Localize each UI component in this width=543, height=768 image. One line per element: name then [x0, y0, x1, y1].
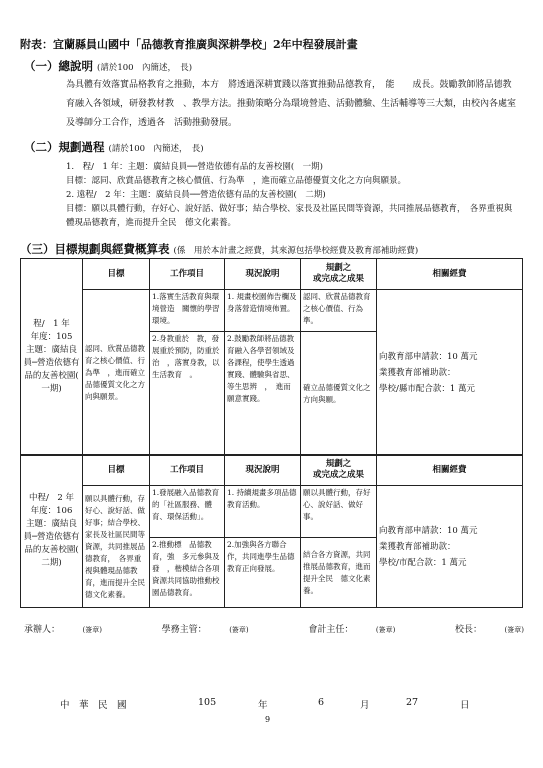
- signature-stamp: (簽章): [375, 626, 396, 634]
- signature-label: 承辦人：: [24, 625, 56, 635]
- section2-heading: [24, 139, 204, 155]
- status-cell: 1. 持續規畫多項品德教育活動。: [225, 486, 301, 538]
- header-status: 現況說明: [225, 259, 301, 290]
- funding-line: 學校/縣市配合款：1 萬元: [379, 383, 475, 394]
- status-cell: 2.鼓勵教師將品德教育融入各學習領域及各課程，使學生透過實踐、體驗與省思、 等生思辨 ， 進而願意實踐。: [225, 332, 301, 456]
- section1-heading-text: （一）總說明: [24, 59, 93, 73]
- section3-heading: [20, 241, 418, 257]
- status-cell: 1. 規畫校園佈告欄及身落營造情境佈置。: [225, 290, 301, 332]
- result-cell: 認同、欣賞品德教育之核心價值、行為準。: [301, 290, 377, 332]
- section2-item: 目標：認同、欣賞品德教育之核心價值、行為準 ，進而確立品德優質文化之方向與願景。: [66, 176, 407, 186]
- signature-item: [162, 622, 249, 635]
- section3-note: (係 用於本計畫之經費，其來源包括學校經費及教育部補助經費): [173, 246, 419, 256]
- section2-item: 2. 遠程/ 2 年：主題：廣結良員──營造依德有品的友善校園( 二期): [66, 190, 326, 200]
- header-result: 規劃之 或完成之成果: [301, 455, 377, 486]
- stage-cell: 中程/ 2 年 年度：106 主題：廣結良員─營造依德有品的友善校園( 二期): [21, 455, 83, 608]
- header-work: 工作項目: [150, 455, 225, 486]
- date-month: 6: [318, 697, 325, 708]
- date-month-unit: 月: [360, 700, 370, 711]
- section2-heading-text: （二）規劃過程: [24, 140, 105, 154]
- section2-item: 目標：願以具體行動，存好心、說好話、做好事；結合學校、家長及社區民間等資源，共同推展品德教育， 各界重視與體現品德教育，進而提升全民 德文化素養。: [66, 204, 513, 228]
- plan-table-short-term: [20, 258, 523, 456]
- signature-item: [24, 622, 102, 635]
- date-year: 105: [198, 697, 217, 708]
- date-year-unit: 年: [258, 700, 268, 711]
- signature-label: 會計主任：: [308, 625, 349, 635]
- goal-cell: 認同、欣賞品德教育之核心價值、行為準 ，進而確立品德優質文化之方向與願景。: [83, 290, 150, 456]
- funding-line: 業獲教育部補助款：: [379, 367, 456, 378]
- signature-stamp: (簽章): [504, 626, 524, 634]
- section2-note: (請於100 內簡述， 長): [108, 144, 204, 154]
- header-work: 工作項目: [150, 259, 225, 290]
- signature-label: 學務主管：: [161, 625, 203, 635]
- result-cell: 願以具體行動，存好心、說好話、做好事。: [301, 486, 377, 538]
- plan-table-mid-term: [20, 454, 523, 608]
- section2-items: [66, 160, 518, 230]
- header-result: 規劃之 或完成之成果: [301, 259, 377, 290]
- funding-line: 向教育部申請款：10 萬元: [379, 525, 478, 536]
- date-era: 中 華 民 國: [60, 700, 127, 711]
- funding-line: 業獲教育部補助款：: [379, 541, 456, 552]
- section1-note: (請於100 內簡述， 長): [97, 63, 193, 73]
- header-goal: 目標: [83, 455, 150, 486]
- header-status: 現況說明: [225, 455, 301, 486]
- date-day: 27: [406, 697, 419, 708]
- stage-cell: 程/ 1 年 年度：105 主題：廣結良員─營造依德有品的友善校園( 一期): [21, 259, 83, 456]
- header-funding: 相關經費: [377, 259, 523, 290]
- signature-row: [24, 622, 524, 635]
- funding-line: 向教育部申請款：10 萬元: [379, 351, 478, 362]
- section1-heading: [24, 58, 192, 74]
- result-cell: 確立品德優質文化之方向與願。: [301, 332, 377, 456]
- signature-item: [308, 622, 395, 635]
- signature-item: [455, 622, 524, 635]
- document-title: 附表：宜蘭縣員山國中「品德教育推廣與深耕學校」2年中程發展計畫: [20, 38, 358, 51]
- funding-line: 學校/市配合款：1 萬元: [379, 557, 467, 568]
- result-cell: 結合各方資源，共同推展品德教育，進而提升全民 德文化素養。: [301, 538, 377, 608]
- goal-cell: 願以具體行動，存好心、說好話、做好事；結合學校、家長及社區民間等資源，共同推展品德教育， 各界重視與體現品德教育，進而提升全民 德文化素養。: [83, 486, 150, 608]
- work-item-cell: 1.發展融入品德教育的「社區服務、體育、環保活動」。: [150, 486, 225, 538]
- work-item-cell: 2.身教重於 教，發展重於預防，防重於治 ，落實身教，以生活教育 。: [150, 332, 225, 456]
- signature-label: 校長：: [454, 625, 478, 635]
- signature-stamp: (簽章): [229, 626, 249, 634]
- section2-item: 1. 程/ 1 年：主題：廣結良員──營造依德有品的友善校園( 一期): [66, 162, 323, 172]
- work-item-cell: 1.落實生活教育與環境營造 關懷的學習環境。: [150, 290, 225, 332]
- header-goal: 目標: [83, 259, 150, 290]
- signature-stamp: (簽章): [82, 626, 102, 634]
- header-funding: 相關經費: [377, 455, 523, 486]
- status-cell: 2.加強與各方聯合作，共同進學生品德教育正向發展。: [225, 538, 301, 608]
- funding-cell: [377, 290, 523, 456]
- page-number: 9: [265, 715, 271, 724]
- section3-heading-text: （三）目標規劃與經費概算表: [20, 242, 170, 256]
- work-item-cell: 2.推動標 品德教育，強 多元參與及發 ，楷模結合各項資源共同協助推動校園品德教育。: [150, 538, 225, 608]
- section1-body: 為具體有效落實品格教育之推動，本方 將透過深耕實踐以落實推動品德教育， 能 成長。鼓勵教師將品德教育融入各領域，研發教材教 、教學方法。推動策略分為環境營造、活動體驗、生活輔導等三大類，由校內各處室及導師分工合作，透過各 活動推動發展。: [66, 80, 517, 128]
- date-day-unit: 日: [460, 700, 470, 711]
- funding-cell: [377, 486, 523, 608]
